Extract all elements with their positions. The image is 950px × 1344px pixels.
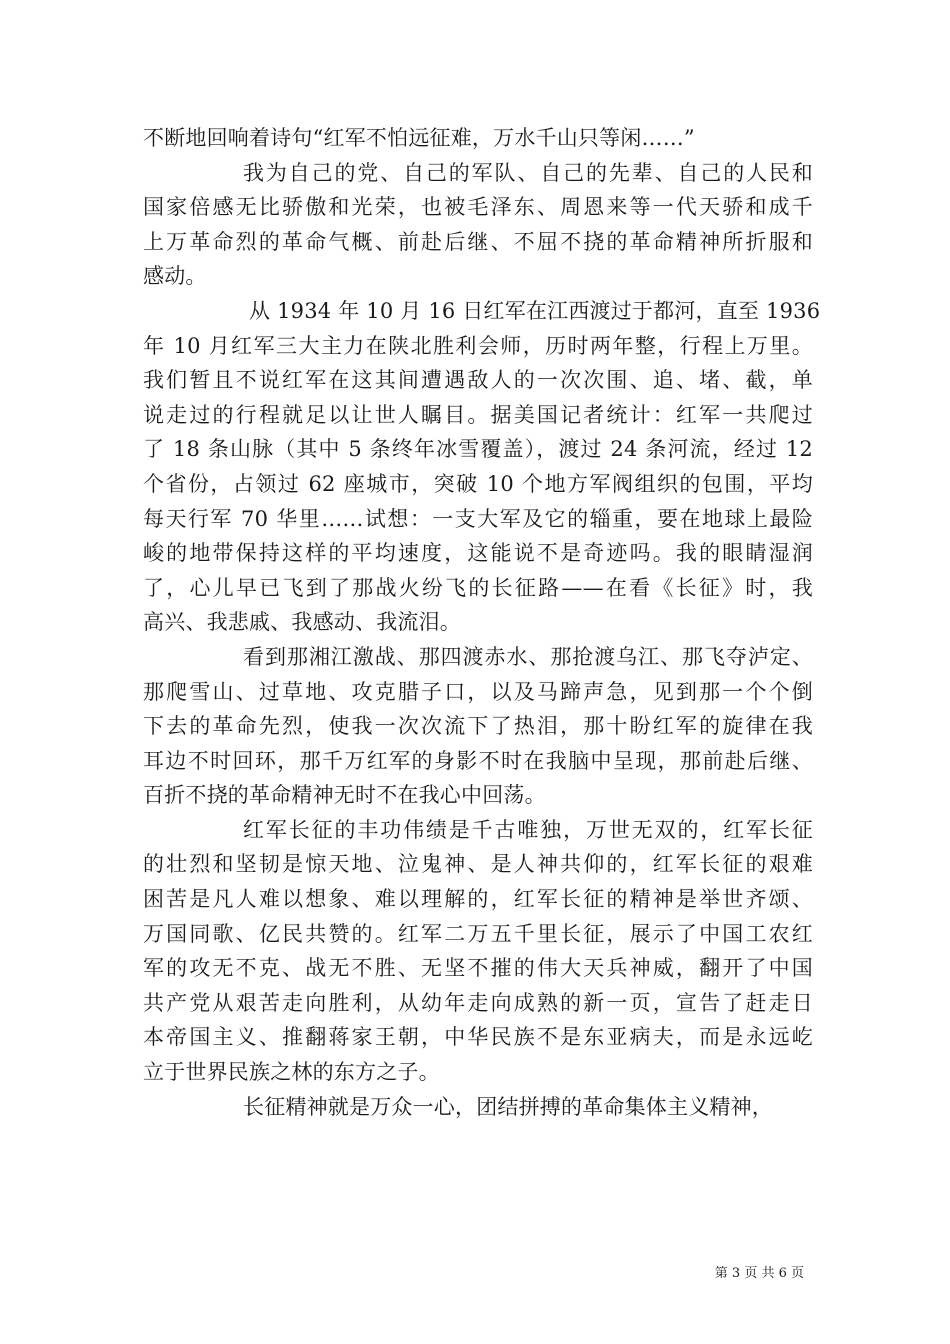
text-line: 共产党从艰苦走向胜利，从幼年走向成熟的新一页，宣告了赶走日 — [143, 990, 813, 1015]
text-line: 了 18 条山脉（其中 5 条终年冰雪覆盖），渡过 24 条河流，经过 12 — [143, 437, 813, 462]
text-line: 的壮烈和坚韧是惊天地、泣鬼神、是人神共仰的，红军长征的艰难 — [143, 852, 813, 877]
text-line: 感动。 — [143, 264, 207, 289]
body-text — [143, 121, 821, 1124]
text-line: 百折不挠的革命精神无时不在我心中回荡。 — [143, 783, 546, 808]
text-line: 耳边不时回环，那千万红军的身影不时在我脑中呈现，那前赴后继、 — [143, 748, 813, 773]
text-line: 我为自己的党、自己的军队、自己的先辈、自己的人民和 — [243, 160, 813, 185]
text-line: 红军长征的丰功伟绩是千古唯独，万世无双的，红军长征 — [243, 817, 813, 842]
text-line: 下去的革命先烈，使我一次次流下了热泪，那十盼红军的旋律在我 — [143, 714, 813, 739]
text-line: 高兴、我悲戚、我感动、我流泪。 — [143, 610, 461, 635]
text-line: 那爬雪山、过草地、攻克腊子口，以及马蹄声急，见到那一个个倒 — [143, 679, 813, 704]
text-line: 军的攻无不克、战无不胜、无坚不摧的伟大天兵神威，翻开了中国 — [143, 956, 813, 981]
text-line: 年 10 月红军三大主力在陕北胜利会师，历时两年整，行程上万里。 — [143, 333, 813, 358]
text-line: 了，心儿早已飞到了那战火纷飞的长征路——在看《长征》时，我 — [143, 575, 813, 600]
text-line: 从 1934 年 10 月 16 日红军在江西渡过于都河，直至 1936 — [249, 298, 821, 323]
text-line: 看到那湘江激战、那四渡赤水、那抢渡乌江、那飞夺泸定、 — [243, 644, 813, 669]
text-line: 不断地回响着诗句“红军不怕远征难，万水千山只等闲……” — [143, 126, 695, 150]
text-line: 长征精神就是万众一心，团结拼搏的革命集体主义精神， — [243, 1094, 773, 1119]
text-line: 我们暂且不说红军在这其间遭遇敌人的一次次围、追、堵、截，单 — [143, 368, 813, 393]
page-footer: 第 3 页 共 6 页 — [714, 1266, 804, 1281]
text-line: 本帝国主义、推翻蒋家王朝，中华民族不是东亚病夫，而是永远屹 — [143, 1025, 813, 1050]
text-line: 立于世界民族之林的东方之子。 — [143, 1060, 440, 1085]
text-line: 个省份，占领过 62 座城市，突破 10 个地方军阀组织的包围，平均 — [143, 471, 813, 496]
text-line: 每天行军 70 华里……试想：一支大军及它的辎重，要在地球上最险 — [143, 506, 813, 531]
text-line: 上万革命烈的革命气概、前赴后继、不屈不挠的革命精神所折服和 — [143, 229, 813, 254]
text-line: 峻的地带保持这样的平均速度，这能说不是奇迹吗。我的眼睛湿润 — [143, 541, 813, 566]
text-line: 说走过的行程就足以让世人瞩目。据美国记者统计：红军一共爬过 — [143, 402, 813, 427]
text-line: 万国同歌、亿民共赞的。红军二万五千里长征，展示了中国工农红 — [143, 921, 813, 946]
text-line: 国家倍感无比骄傲和光荣，也被毛泽东、周恩来等一代天骄和成千 — [143, 195, 813, 220]
text-line: 困苦是凡人难以想象、难以理解的，红军长征的精神是举世齐颂、 — [143, 887, 813, 912]
